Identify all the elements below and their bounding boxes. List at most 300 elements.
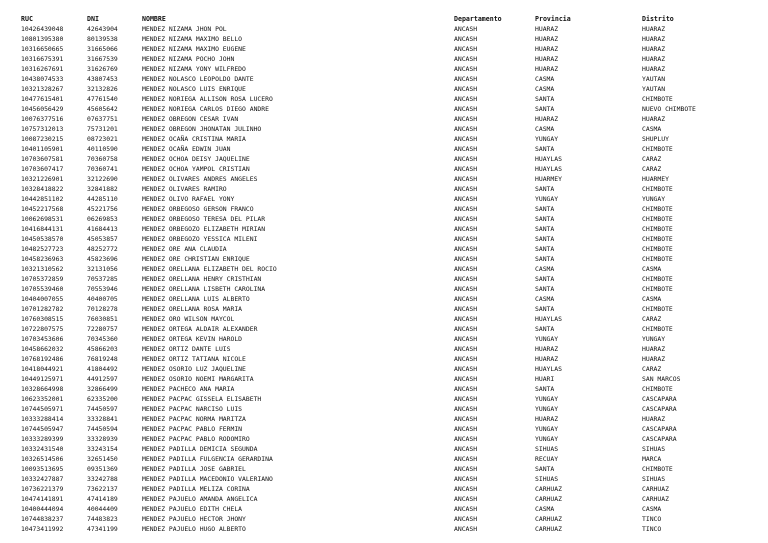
header-row: [0, 14, 768, 24]
provincia-cell: HUARAZ: [535, 45, 559, 53]
table-row: [0, 364, 768, 374]
ruc-cell: 10449125971: [21, 375, 64, 383]
provincia-cell: YUNGAY: [535, 395, 559, 403]
ruc-cell: 10703607581: [21, 155, 64, 163]
nombre-cell: MENDEZ PACPAC GISSELA ELISABETH: [142, 395, 262, 403]
departamento-cell: ANCASH: [454, 25, 478, 33]
dni-cell: 32841882: [87, 185, 118, 193]
departamento-cell: ANCASH: [454, 105, 478, 113]
dni-cell: 70128278: [87, 305, 118, 313]
departamento-cell: ANCASH: [454, 145, 478, 153]
nombre-cell: MENDEZ ORE ANA CLAUDIA: [142, 245, 227, 253]
ruc-cell: 10087230215: [21, 135, 64, 143]
provincia-cell: SANTA: [535, 235, 555, 243]
departamento-cell: ANCASH: [454, 265, 478, 273]
provincia-cell: YUNGAY: [535, 135, 559, 143]
nombre-cell: MENDEZ OSORIO LUZ JAQUELINE: [142, 365, 246, 373]
distrito-cell: CARHUAZ: [642, 485, 669, 493]
departamento-cell: ANCASH: [454, 365, 478, 373]
table-row: [0, 484, 768, 494]
nombre-cell: MENDEZ OBREGON JHONATAN JULINHO: [142, 125, 262, 133]
provincia-cell: CASMA: [535, 85, 555, 93]
provincia-cell: SANTA: [535, 285, 555, 293]
provincia-cell: CASMA: [535, 505, 555, 513]
distrito-cell: CHIMBOTE: [642, 245, 673, 253]
dni-cell: 41804492: [87, 365, 118, 373]
table-row: [0, 184, 768, 194]
departamento-cell: ANCASH: [454, 155, 478, 163]
ruc-cell: 10623352001: [21, 395, 64, 403]
provincia-cell: HUAYLAS: [535, 165, 562, 173]
nombre-cell: MENDEZ PAJUELO AMANDA ANGELICA: [142, 495, 258, 503]
table-row: [0, 104, 768, 114]
table-row: [0, 94, 768, 104]
departamento-cell: ANCASH: [454, 165, 478, 173]
departamento-cell: ANCASH: [454, 205, 478, 213]
provincia-cell: HUARAZ: [535, 35, 559, 43]
provincia-cell: SANTA: [535, 185, 555, 193]
ruc-cell: 10801395380: [21, 35, 64, 43]
header-ruc: RUC: [21, 15, 33, 23]
departamento-cell: ANCASH: [454, 335, 478, 343]
nombre-cell: MENDEZ PAJUELO HUGO ALBERTO: [142, 525, 246, 533]
dni-cell: 32866499: [87, 385, 118, 393]
table-row: [0, 44, 768, 54]
table-row: [0, 294, 768, 304]
departamento-cell: ANCASH: [454, 115, 478, 123]
dni-cell: 31665066: [87, 45, 118, 53]
ruc-cell: 10332431540: [21, 445, 64, 453]
nombre-cell: MENDEZ PACHECO ANA MARIA: [142, 385, 235, 393]
nombre-cell: MENDEZ NIZAMA YONY WILFREDO: [142, 65, 246, 73]
provincia-cell: CASMA: [535, 125, 555, 133]
dni-cell: 72280757: [87, 325, 118, 333]
ruc-cell: 10326514506: [21, 455, 64, 463]
distrito-cell: HUARAZ: [642, 115, 666, 123]
ruc-cell: 10426439048: [21, 25, 64, 33]
dni-cell: 33243154: [87, 445, 118, 453]
nombre-cell: MENDEZ OLIVARES RAMIRO: [142, 185, 227, 193]
nombre-cell: MENDEZ PACPAC PABLO RODOMIRO: [142, 435, 250, 443]
dni-cell: 32132826: [87, 85, 118, 93]
table-row: [0, 84, 768, 94]
distrito-cell: HUARAZ: [642, 25, 666, 33]
dni-cell: 73622137: [87, 485, 118, 493]
provincia-cell: RECUAY: [535, 455, 559, 463]
distrito-cell: CHIMBOTE: [642, 305, 673, 313]
departamento-cell: ANCASH: [454, 85, 478, 93]
distrito-cell: CHIMBOTE: [642, 225, 673, 233]
departamento-cell: ANCASH: [454, 65, 478, 73]
departamento-cell: ANCASH: [454, 415, 478, 423]
header-dni: DNI: [87, 15, 99, 23]
dni-cell: 48252772: [87, 245, 118, 253]
provincia-cell: SANTA: [535, 305, 555, 313]
distrito-cell: CHIMBOTE: [642, 215, 673, 223]
provincia-cell: YUNGAY: [535, 195, 559, 203]
nombre-cell: MENDEZ NOLASCO LUIS ENRIQUE: [142, 85, 246, 93]
distrito-cell: CASMA: [642, 295, 662, 303]
table-row: [0, 314, 768, 324]
nombre-cell: MENDEZ ORELLANA HENRY CRISTHIAN: [142, 275, 262, 283]
ruc-cell: 10076377516: [21, 115, 64, 123]
ruc-cell: 10416844131: [21, 225, 64, 233]
provincia-cell: SANTA: [535, 325, 555, 333]
provincia-cell: SANTA: [535, 255, 555, 263]
departamento-cell: ANCASH: [454, 295, 478, 303]
departamento-cell: ANCASH: [454, 215, 478, 223]
departamento-cell: ANCASH: [454, 75, 478, 83]
nombre-cell: MENDEZ OLIVARES ANDRES ANGELES: [142, 175, 258, 183]
provincia-cell: CASMA: [535, 265, 555, 273]
nombre-cell: MENDEZ PACPAC NARCISO LUIS: [142, 405, 243, 413]
ruc-cell: 10442851102: [21, 195, 64, 203]
dni-cell: 33328841: [87, 415, 118, 423]
provincia-cell: CARHUAZ: [535, 485, 562, 493]
dni-cell: 32651450: [87, 455, 118, 463]
provincia-cell: HUAYLAS: [535, 365, 562, 373]
dni-cell: 62335200: [87, 395, 118, 403]
dni-cell: 47414189: [87, 495, 118, 503]
ruc-cell: 10703453606: [21, 335, 64, 343]
departamento-cell: ANCASH: [454, 515, 478, 523]
departamento-cell: ANCASH: [454, 495, 478, 503]
distrito-cell: HUARMEY: [642, 175, 669, 183]
nombre-cell: MENDEZ OCAÑA EDWIN JUAN: [142, 145, 231, 153]
departamento-cell: ANCASH: [454, 355, 478, 363]
ruc-cell: 10316650665: [21, 45, 64, 53]
table-row: [0, 374, 768, 384]
ruc-cell: 10401105901: [21, 145, 64, 153]
table-row: [0, 394, 768, 404]
provincia-cell: HUARAZ: [535, 355, 559, 363]
dni-cell: 41684413: [87, 225, 118, 233]
table-row: [0, 224, 768, 234]
nombre-cell: MENDEZ PACPAC PABLO FERMIN: [142, 425, 243, 433]
ruc-cell: 10328664998: [21, 385, 64, 393]
dni-cell: 32122690: [87, 175, 118, 183]
provincia-cell: YUNGAY: [535, 335, 559, 343]
nombre-cell: MENDEZ OBREGON CESAR IVAN: [142, 115, 239, 123]
distrito-cell: YAUTAN: [642, 75, 666, 83]
departamento-cell: ANCASH: [454, 55, 478, 63]
provincia-cell: SANTA: [535, 225, 555, 233]
nombre-cell: MENDEZ NIZAMA MAXIMO BELLO: [142, 35, 243, 43]
table-row: [0, 264, 768, 274]
distrito-cell: CASMA: [642, 505, 662, 513]
distrito-cell: CARAZ: [642, 365, 662, 373]
distrito-cell: CHIMBOTE: [642, 235, 673, 243]
ruc-cell: 10744505947: [21, 425, 64, 433]
nombre-cell: MENDEZ ORBEGOZO ELIZABETH MIRIAN: [142, 225, 266, 233]
dni-cell: 70360741: [87, 165, 118, 173]
departamento-cell: ANCASH: [454, 455, 478, 463]
ruc-cell: 10744505971: [21, 405, 64, 413]
distrito-cell: YUNGAY: [642, 335, 666, 343]
distrito-cell: CHIMBOTE: [642, 385, 673, 393]
distrito-cell: YUNGAY: [642, 195, 666, 203]
provincia-cell: YUNGAY: [535, 435, 559, 443]
table-row: [0, 244, 768, 254]
departamento-cell: ANCASH: [454, 185, 478, 193]
distrito-cell: SIHUAS: [642, 445, 666, 453]
ruc-cell: 10404007055: [21, 295, 64, 303]
dni-cell: 47761540: [87, 95, 118, 103]
departamento-cell: ANCASH: [454, 305, 478, 313]
departamento-cell: ANCASH: [454, 435, 478, 443]
nombre-cell: MENDEZ PADILLA FULGENCIA GERARDINA: [142, 455, 273, 463]
dni-cell: 76030851: [87, 315, 118, 323]
provincia-cell: SIHUAS: [535, 475, 559, 483]
distrito-cell: CASCAPARA: [642, 425, 677, 433]
departamento-cell: ANCASH: [454, 525, 478, 533]
ruc-cell: 10705372859: [21, 275, 64, 283]
ruc-cell: 10332427887: [21, 475, 64, 483]
dni-cell: 33328939: [87, 435, 118, 443]
nombre-cell: MENDEZ NORIEGA ALLISON ROSA LUCERO: [142, 95, 273, 103]
ruc-cell: 10757312013: [21, 125, 64, 133]
distrito-cell: YAUTAN: [642, 85, 666, 93]
header-nombre: NOMBRE: [142, 15, 166, 23]
header-provincia: Provincia: [535, 15, 571, 23]
provincia-cell: HUARAZ: [535, 115, 559, 123]
provincia-cell: SANTA: [535, 385, 555, 393]
ruc-cell: 10760308515: [21, 315, 64, 323]
dni-cell: 47341199: [87, 525, 118, 533]
distrito-cell: CHIMBOTE: [642, 145, 673, 153]
nombre-cell: MENDEZ PADILLA MELIZA CORINA: [142, 485, 250, 493]
departamento-cell: ANCASH: [454, 375, 478, 383]
distrito-cell: CHIMBOTE: [642, 255, 673, 263]
dni-cell: 45866203: [87, 345, 118, 353]
dni-cell: 74450594: [87, 425, 118, 433]
table-row: [0, 144, 768, 154]
departamento-cell: ANCASH: [454, 285, 478, 293]
table-row: [0, 284, 768, 294]
nombre-cell: MENDEZ ORO WILSON MAYCOL: [142, 315, 235, 323]
nombre-cell: MENDEZ PACPAC NORMA MARITZA: [142, 415, 246, 423]
nombre-cell: MENDEZ NOLASCO LEOPOLDO DANTE: [142, 75, 254, 83]
ruc-cell: 10456056429: [21, 105, 64, 113]
departamento-cell: ANCASH: [454, 255, 478, 263]
dni-cell: 70553946: [87, 285, 118, 293]
table-row: [0, 474, 768, 484]
table-row: [0, 514, 768, 524]
distrito-cell: MARCA: [642, 455, 662, 463]
departamento-cell: ANCASH: [454, 225, 478, 233]
distrito-cell: HUARAZ: [642, 65, 666, 73]
ruc-cell: 10093513695: [21, 465, 64, 473]
provincia-cell: SANTA: [535, 105, 555, 113]
provincia-cell: CASMA: [535, 295, 555, 303]
departamento-cell: ANCASH: [454, 345, 478, 353]
provincia-cell: HUAYLAS: [535, 315, 562, 323]
dni-cell: 31626769: [87, 65, 118, 73]
departamento-cell: ANCASH: [454, 425, 478, 433]
dni-cell: 75731201: [87, 125, 118, 133]
ruc-cell: 10705539460: [21, 285, 64, 293]
distrito-cell: HUARAZ: [642, 35, 666, 43]
nombre-cell: MENDEZ ORBEGOSO TERESA DEL PILAR: [142, 215, 266, 223]
ruc-cell: 10321226901: [21, 175, 64, 183]
table-row: [0, 334, 768, 344]
ruc-cell: 10477615401: [21, 95, 64, 103]
dni-cell: 45605642: [87, 105, 118, 113]
distrito-cell: CASCAPARA: [642, 405, 677, 413]
departamento-cell: ANCASH: [454, 125, 478, 133]
nombre-cell: MENDEZ ORBEGOSO GERSON FRANCO: [142, 205, 254, 213]
dni-cell: 40400705: [87, 295, 118, 303]
provincia-cell: SANTA: [535, 145, 555, 153]
distrito-cell: CHIMBOTE: [642, 465, 673, 473]
dni-cell: 74483823: [87, 515, 118, 523]
nombre-cell: MENDEZ OCHOA YAMPOL CRISTIAN: [142, 165, 250, 173]
distrito-cell: SHUPLUY: [642, 135, 669, 143]
provincia-cell: CASMA: [535, 75, 555, 83]
table-row: [0, 464, 768, 474]
provincia-cell: SANTA: [535, 275, 555, 283]
nombre-cell: MENDEZ ORELLANA LUIS ALBERTO: [142, 295, 250, 303]
provincia-cell: HUARI: [535, 375, 555, 383]
table-row: [0, 454, 768, 464]
ruc-cell: 10744838237: [21, 515, 64, 523]
provincia-cell: SANTA: [535, 465, 555, 473]
dni-cell: 44285110: [87, 195, 118, 203]
distrito-cell: HUARAZ: [642, 345, 666, 353]
distrito-cell: CASMA: [642, 265, 662, 273]
departamento-cell: ANCASH: [454, 275, 478, 283]
provincia-cell: HUAYLAS: [535, 155, 562, 163]
table-row: [0, 164, 768, 174]
distrito-cell: CHIMBOTE: [642, 325, 673, 333]
dni-cell: 70360758: [87, 155, 118, 163]
provincia-cell: CARHUAZ: [535, 515, 562, 523]
nombre-cell: MENDEZ PAJUELO HECTOR JHONY: [142, 515, 246, 523]
distrito-cell: HUARAZ: [642, 45, 666, 53]
distrito-cell: CHIMBOTE: [642, 275, 673, 283]
table-row: [0, 524, 768, 534]
provincia-cell: HUARAZ: [535, 25, 559, 33]
ruc-cell: 10703607417: [21, 165, 64, 173]
departamento-cell: ANCASH: [454, 235, 478, 243]
table-row: [0, 54, 768, 64]
departamento-cell: ANCASH: [454, 475, 478, 483]
table-row: [0, 214, 768, 224]
table-row: [0, 114, 768, 124]
ruc-cell: 10438074533: [21, 75, 64, 83]
dni-cell: 74450597: [87, 405, 118, 413]
ruc-cell: 10333288414: [21, 415, 64, 423]
nombre-cell: MENDEZ PADILLA DEMICIA SEGUNDA: [142, 445, 258, 453]
provincia-cell: SANTA: [535, 215, 555, 223]
nombre-cell: MENDEZ OCHOA DEISY JAQUELINE: [142, 155, 250, 163]
provincia-cell: CARHUAZ: [535, 495, 562, 503]
dni-cell: 70537285: [87, 275, 118, 283]
nombre-cell: MENDEZ ORELLANA ROSA MARIA: [142, 305, 243, 313]
provincia-cell: HUARMEY: [535, 175, 562, 183]
departamento-cell: ANCASH: [454, 175, 478, 183]
provincia-cell: HUARAZ: [535, 65, 559, 73]
provincia-cell: HUARAZ: [535, 415, 559, 423]
nombre-cell: MENDEZ NIZAMA MAXIMO EUGENE: [142, 45, 246, 53]
departamento-cell: ANCASH: [454, 45, 478, 53]
provincia-cell: SIHUAS: [535, 445, 559, 453]
ruc-cell: 10321310562: [21, 265, 64, 273]
nombre-cell: MENDEZ OSORIO NOEMI MARGARITA: [142, 375, 254, 383]
provincia-cell: SANTA: [535, 205, 555, 213]
dni-cell: 44912597: [87, 375, 118, 383]
table-row: [0, 434, 768, 444]
provincia-cell: HUARAZ: [535, 55, 559, 63]
ruc-cell: 10473411992: [21, 525, 64, 533]
dni-cell: 80139538: [87, 35, 118, 43]
dni-cell: 42643904: [87, 25, 118, 33]
ruc-cell: 10328418822: [21, 185, 64, 193]
departamento-cell: ANCASH: [454, 505, 478, 513]
departamento-cell: ANCASH: [454, 465, 478, 473]
table-row: [0, 504, 768, 514]
header-distrito: Distrito: [642, 15, 674, 23]
table-row: [0, 204, 768, 214]
nombre-cell: MENDEZ ORELLANA ELIZABETH DEL ROCIO: [142, 265, 277, 273]
distrito-cell: CARHUAZ: [642, 495, 669, 503]
ruc-cell: 10333289399: [21, 435, 64, 443]
provincia-cell: HUARAZ: [535, 345, 559, 353]
distrito-cell: TINCO: [642, 525, 662, 533]
distrito-cell: CHIMBOTE: [642, 205, 673, 213]
ruc-cell: 10400444094: [21, 505, 64, 513]
nombre-cell: MENDEZ PADILLA MACEDONIO VALERIANO: [142, 475, 273, 483]
distrito-cell: SIHUAS: [642, 475, 666, 483]
provincia-cell: YUNGAY: [535, 405, 559, 413]
distrito-cell: CHIMBOTE: [642, 95, 673, 103]
ruc-cell: 10450538570: [21, 235, 64, 243]
dni-cell: 76819248: [87, 355, 118, 363]
header-departamento: Departamento: [454, 15, 502, 23]
table-row: [0, 304, 768, 314]
nombre-cell: MENDEZ OLIVO RAFAEL YONY: [142, 195, 235, 203]
departamento-cell: ANCASH: [454, 95, 478, 103]
distrito-cell: CASMA: [642, 125, 662, 133]
dni-cell: 07637751: [87, 115, 118, 123]
nombre-cell: MENDEZ NIZAMA JHON POL: [142, 25, 227, 33]
distrito-cell: HUARAZ: [642, 415, 666, 423]
departamento-cell: ANCASH: [454, 445, 478, 453]
nombre-cell: MENDEZ ORTEGA ALDAIR ALEXANDER: [142, 325, 258, 333]
nombre-cell: MENDEZ ORTIZ TATIANA NICOLE: [142, 355, 246, 363]
distrito-cell: CASCAPARA: [642, 435, 677, 443]
departamento-cell: ANCASH: [454, 405, 478, 413]
ruc-cell: 10701282782: [21, 305, 64, 313]
nombre-cell: MENDEZ ORBEGOZO YESSICA MILENI: [142, 235, 258, 243]
nombre-cell: MENDEZ OCAÑA CRISTINA MARIA: [142, 135, 246, 143]
ruc-cell: 10474141891: [21, 495, 64, 503]
table-row: [0, 24, 768, 34]
table-row: [0, 154, 768, 164]
provincia-cell: YUNGAY: [535, 425, 559, 433]
table-row: [0, 324, 768, 334]
table-row: [0, 134, 768, 144]
departamento-cell: ANCASH: [454, 35, 478, 43]
dni-cell: 09351369: [87, 465, 118, 473]
dni-cell: 45221756: [87, 205, 118, 213]
departamento-cell: ANCASH: [454, 195, 478, 203]
dni-cell: 32131056: [87, 265, 118, 273]
ruc-cell: 10062698531: [21, 215, 64, 223]
dni-cell: 40044409: [87, 505, 118, 513]
nombre-cell: MENDEZ NORIEGA CARLOS DIEGO ANDRE: [142, 105, 269, 113]
dni-cell: 06269853: [87, 215, 118, 223]
